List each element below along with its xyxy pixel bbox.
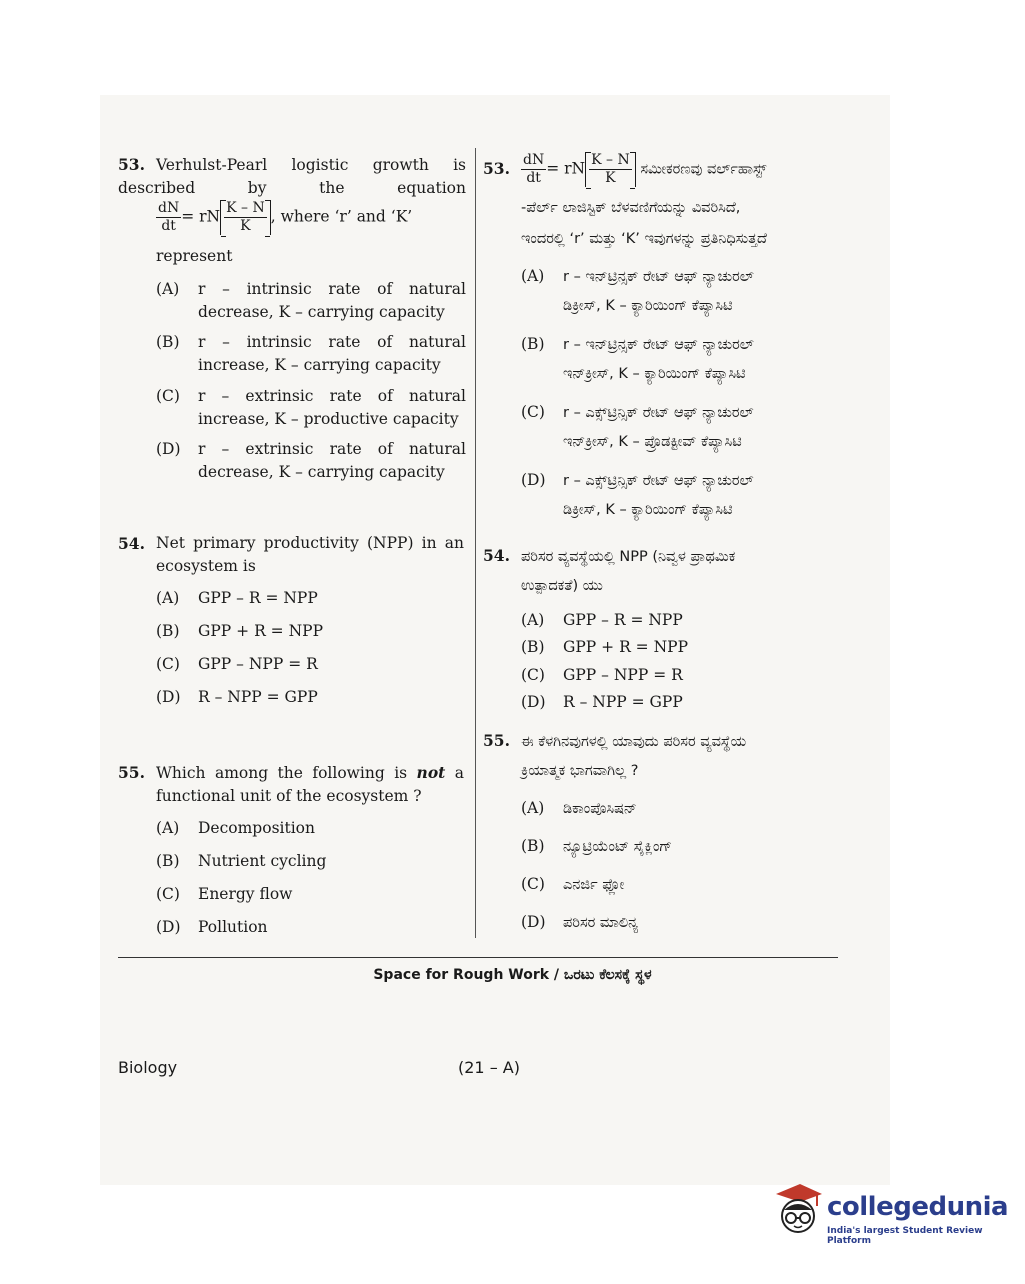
option-text: ಎನರ್ಜಿ ಫ್ಲೋ (563, 877, 625, 893)
question-54 (118, 532, 466, 578)
rough-work-rule (118, 957, 838, 958)
option-55-d-kannada[interactable] (521, 911, 638, 935)
brand-tagline: India's largest Student Review Platform (827, 1226, 983, 1246)
option-label: (B) (156, 622, 180, 640)
option-label: (B) (521, 638, 545, 656)
question-number: 55. (118, 763, 145, 782)
watermark-logo (772, 1180, 1009, 1250)
option-55-d[interactable] (156, 916, 268, 939)
option-text: Decomposition (198, 819, 315, 837)
page-number: (21 – A) (458, 1058, 520, 1077)
brand-name: collegedunia (827, 1192, 1009, 1222)
question-55 (118, 761, 466, 808)
option-label: (B) (156, 852, 180, 870)
option-text: r – ಎಕ್ಸ್‌ಟ್ರಿನ್ಸಿಕ್ ರೇಟ್ ಆಫ್ ನ್ಯಾಚುರಲ್ (563, 473, 754, 489)
column-divider (475, 148, 476, 938)
option-text: R – NPP = GPP (563, 693, 683, 711)
equation-53 (156, 200, 466, 235)
option-text: r – ಇನ್‌ಟ್ರಿನ್ಸಕ್ ರೇಟ್ ಆಫ್ ನ್ಯಾಚುರಲ್ (563, 269, 754, 285)
question-number: 54. (118, 534, 145, 553)
option-text: GPP – NPP = R (563, 666, 683, 684)
option-label: (C) (156, 655, 180, 673)
option-54-c-kannada[interactable] (521, 664, 683, 687)
option-label: (C) (521, 666, 545, 684)
option-53-c-kannada[interactable] (521, 401, 838, 454)
option-text: Nutrient cycling (198, 852, 327, 870)
option-text: GPP + R = NPP (198, 622, 324, 640)
question-53-kannada (483, 152, 838, 187)
option-label: (A) (156, 589, 180, 607)
option-53-d[interactable] (156, 438, 466, 484)
question-55-kannada (483, 729, 838, 783)
option-54-d-kannada[interactable] (521, 691, 683, 714)
option-label: (B) (521, 335, 545, 353)
eq-bracket: $\frac{K - N}{K}$ (585, 152, 636, 187)
subject-label: Biology (118, 1058, 178, 1077)
option-55-c[interactable] (156, 883, 292, 906)
question-number: 53. (483, 158, 510, 178)
option-label: (D) (521, 471, 546, 489)
option-54-a-kannada[interactable] (521, 609, 683, 632)
option-label: (D) (521, 693, 546, 711)
option-label: (D) (156, 918, 181, 936)
option-label: (C) (156, 885, 180, 903)
option-53-b-kannada[interactable] (521, 333, 838, 386)
option-text: ಡಿಕಾಂಪೊಸಿಷನ್ (563, 801, 637, 817)
option-53-c[interactable] (156, 385, 466, 431)
option-55-b[interactable] (156, 850, 326, 873)
option-text: ಪರಿಸರ ಮಾಲಿನ್ಯ (563, 915, 639, 931)
option-text: GPP + R = NPP (563, 638, 689, 656)
option-55-a-kannada[interactable] (521, 797, 637, 821)
option-53-d-kannada[interactable] (521, 469, 838, 522)
option-label: (D) (521, 913, 546, 931)
question-54-kannada (483, 544, 838, 598)
option-text: r – intrinsic rate of natural increase, K – carrying capacity (198, 333, 466, 374)
option-54-b-kannada[interactable] (521, 636, 688, 659)
option-text: r – ಇನ್‌ಟ್ರಿನ್ಸಕ್ ರೇಟ್ ಆಫ್ ನ್ಯಾಚುರಲ್ (563, 337, 754, 353)
option-text: Energy flow (198, 885, 293, 903)
question-emphasis: not (416, 763, 446, 782)
question-text: Net primary productivity (NPP) in an ecosystem is (156, 534, 464, 575)
question-number: 55. (483, 731, 510, 750)
option-label: (D) (156, 688, 181, 706)
option-text: r – extrinsic rate of natural decrease, K – carrying capacity (198, 440, 466, 481)
eq-fraction: $\frac{dN}{dt}$ (523, 152, 545, 186)
question-text: Which among the following is (156, 764, 417, 782)
question-text-c: represent (156, 247, 233, 265)
rough-work-label: Space for Rough Work / ಒರಟು ಕೆಲಸಕ್ಕೆ ಸ್ಥಳ (373, 967, 652, 983)
option-text: r – intrinsic rate of natural decrease, K – carrying capacity (198, 280, 466, 321)
option-text: GPP – NPP = R (198, 655, 318, 673)
option-text-line2: ಡಿಕ್ರೀಸ್, K – ಕ್ಯಾರಿಯಿಂಗ್ ಕೆಪ್ಯಾಸಿಟಿ (563, 502, 733, 518)
question-53 (118, 153, 466, 200)
option-label: (C) (156, 387, 180, 405)
option-text: GPP – R = NPP (563, 611, 683, 629)
option-54-b[interactable] (156, 620, 323, 643)
question-text-b: a functional unit of the ecosystem ? (156, 764, 464, 805)
option-53-a-kannada[interactable] (521, 265, 838, 318)
option-label: (C) (521, 403, 545, 421)
option-54-a[interactable] (156, 587, 318, 610)
option-label: (C) (521, 875, 545, 893)
option-text: R – NPP = GPP (198, 688, 318, 706)
option-text: GPP – R = NPP (198, 589, 318, 607)
option-label: (A) (521, 799, 545, 817)
question-number: 54. (483, 546, 510, 565)
option-55-b-kannada[interactable] (521, 835, 672, 859)
option-label: (D) (156, 440, 181, 458)
eq-mid: = rN (181, 207, 221, 226)
option-53-b[interactable] (156, 331, 466, 377)
option-text-line2: ಡಿಕ್ರೀಸ್, K – ಕ್ಯಾರಿಯಿಂಗ್ ಕೆಪ್ಯಾಸಿಟಿ (563, 298, 733, 314)
option-text-line2: ಇನ್‌ಕ್ರೀಸ್, K – ಪ್ರೊಡಕ್ಟೀವ್ ಕೆಪ್ಯಾಸಿಟಿ (563, 434, 742, 450)
option-text: r – extrinsic rate of natural increase, K – productive capacity (198, 387, 466, 428)
option-text-line2: ಇನ್‌ಕ್ರೀಸ್, K – ಕ್ಯಾರಿಯಿಂಗ್ ಕೆಪ್ಯಾಸಿಟಿ (563, 366, 746, 382)
question-text: Verhulst-Pearl logistic growth is described by the equation (118, 156, 466, 197)
option-label: (A) (156, 819, 180, 837)
option-54-d[interactable] (156, 686, 318, 709)
question-text: ಸಮೀಕರಣವು ವರ್ಲ್‌ಹಾಸ್ಟ್ (635, 161, 767, 178)
question-text-c: ಇಂದರಲ್ಲಿ ‘r’ ಮತ್ತು ‘K’ ಇವುಗಳನ್ನು ಪ್ರತಿನಿಧಿಸುತ್ತದೆ (521, 231, 767, 247)
option-54-c[interactable] (156, 653, 318, 676)
option-text: Pollution (198, 918, 268, 936)
question-text-line2: ಕ್ರಿಯಾತ್ಮಕ ಭಾಗವಾಗಿಲ್ಲ ? (521, 763, 639, 779)
option-text: r – ಎಕ್ಸ್‌ಟ್ರಿನ್ಸಿಕ್ ರೇಟ್ ಆಫ್ ನ್ಯಾಚುರಲ್ (563, 405, 754, 421)
question-text-line2: ಉತ್ಪಾದಕತೆ) ಯು (521, 578, 603, 594)
option-label: (A) (521, 267, 545, 285)
question-text: ಪರಿಸರ ವ್ಯವಸ್ಥೆಯಲ್ಲಿ NPP (ನಿವ್ವಳ ಪ್ರಾಥಮಿಕ (521, 549, 736, 565)
option-label: (A) (521, 611, 545, 629)
option-55-a[interactable] (156, 817, 315, 840)
option-label: (B) (156, 333, 180, 351)
option-55-c-kannada[interactable] (521, 873, 624, 897)
eq-fraction: $\frac{dN}{dt}$ (158, 200, 180, 234)
option-53-a[interactable] (156, 278, 466, 324)
graduate-mascot-icon (772, 1180, 824, 1244)
question-text: ಈ ಕೆಳಗಿನವುಗಳಲ್ಲಿ ಯಾವುದು ಪರಿಸರ ವ್ಯವಸ್ಥೆಯ (521, 734, 747, 750)
eq-mid: = rN (546, 159, 586, 178)
question-text-b: -ಪೆರ್ಲ್ ಲಾಜಿಸ್ಟಿಕ್ ಬೆಳವಣಿಗೆಯನ್ನು ವಿವರಿಸಿದೆ, (521, 200, 741, 216)
question-number: 53. (118, 155, 145, 174)
eq-bracket: $\frac{K - N}{K}$ (220, 200, 271, 235)
option-label: (A) (156, 280, 180, 298)
option-text: ನ್ಯೂಟ್ರಿಯೆಂಟ್ ಸೈಕ್ಲಿಂಗ್ (563, 839, 672, 855)
question-text-b: , where ‘r’ and ‘K’ (270, 207, 413, 226)
option-label: (B) (521, 837, 545, 855)
